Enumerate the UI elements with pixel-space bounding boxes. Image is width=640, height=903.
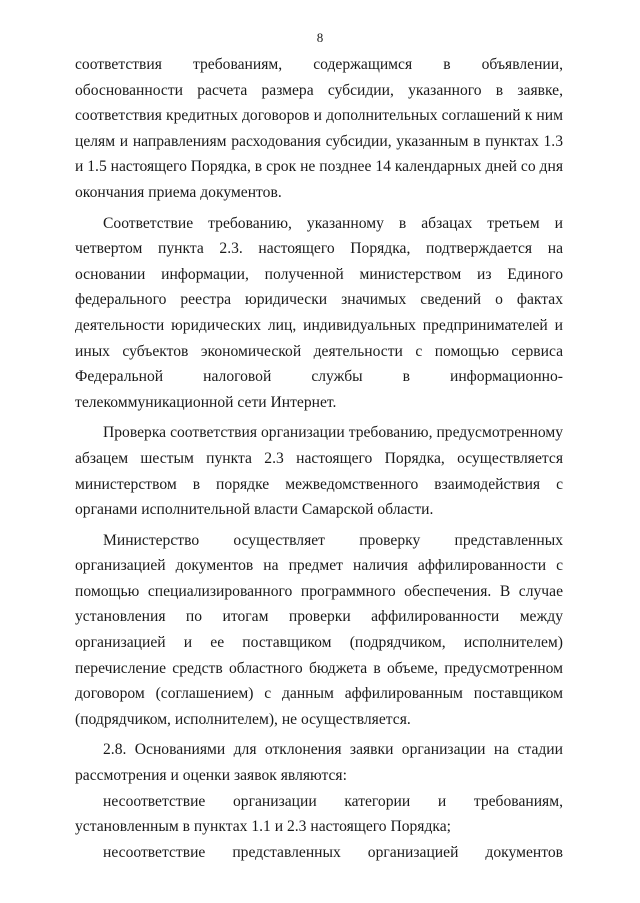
document-body [75,52,563,870]
paragraph-rejection-grounds-heading: 2.8. Основаниями для отклонения заявки организации на стадии рассмотрения и оценки заявок являются: [75,741,563,785]
paragraph-egrul-requirement: Соответствие требованию, указанному в абзацах третьем и четвертом пункта 2.3. настоящего Порядка, подтверждается на основании информации, полученной министерством из Единого федерального реестра юридически значимых сведений о фактах деятельности юридических лиц, индивидуальных предпринимателей и иных субъектов экономической деятельности с помощью сервиса Федеральной налоговой службы в информационно-телекоммуникационной сети Интернет. [75,214,563,411]
paragraph-verification-continuation: соответствия требованиям, содержащимся в объявлении, обоснованности расчета размера субсидии, указанного в заявке, соответствия кредитных договоров и дополнительных соглашений к ним целям и направлениям расходования субсидии, указанным в пунктах 1.3 и 1.5 настоящего Порядка, в срок не позднее 14 календарных дней со дня окончания приема документов. [75,56,563,201]
paragraph-rejection-ground-1: несоответствие организации категории и требованиям, установленным в пунктах 1.1 и 2.3 настоящего Порядка; [75,792,563,836]
paragraph-rejection-ground-2: несоответствие представленных организацией документов [103,843,563,861]
paragraph-affiliation-check: Министерство осуществляет проверку представленных организацией документов на предмет наличия аффилированности с помощью специализированного программного обеспечения. В случае установления по итогам проверки аффилированности между организацией и ее поставщиком (подрядчиком, исполнителем) перечисление средств областного бюджета в объеме, предусмотренном договором (соглашением) с данным аффилированным поставщиком (подрядчиком, исполнителем), не осуществляется. [75,531,563,728]
page-number: 8 [316,30,324,45]
paragraph-interagency-check: Проверка соответствия организации требованию, предусмотренному абзацем шестым пункта 2.3 настоящего Порядка, осуществляется министерством в порядке межведомственного взаимодействия с органами исполнительной власти Самарской области. [75,424,563,519]
